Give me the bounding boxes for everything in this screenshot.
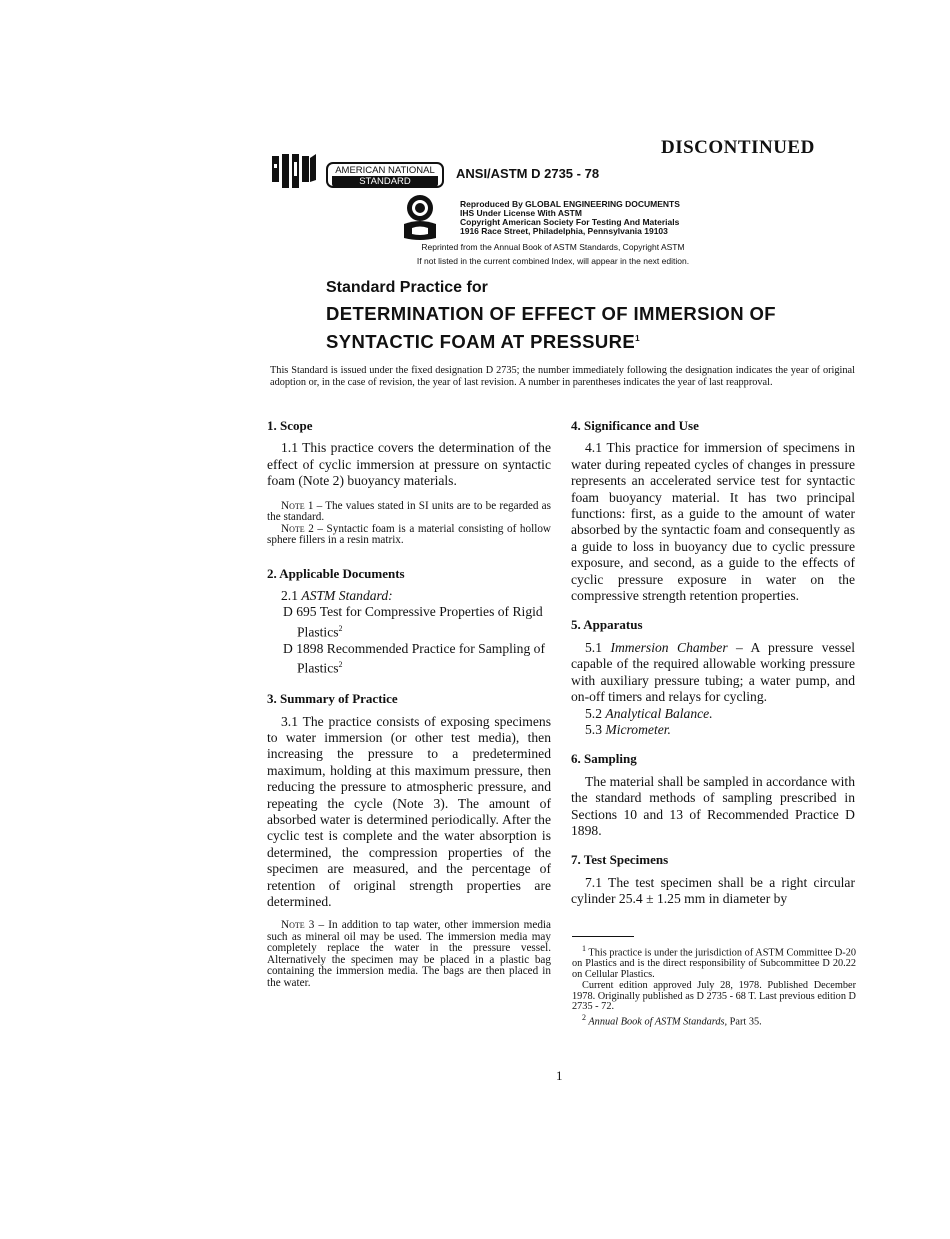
paragraph: 7.1 The test specimen shall be a right circular cylinder 25.4 ± 1.25 mm in diameter by [571,874,855,907]
footnote-divider [572,936,634,937]
paragraph: The material shall be sampled in accordance with the standard methods of sampling prescribed in Sections 10 and 13 of Recommended Practice D 1898. [571,773,855,838]
section-heading: 1. Scope [267,418,313,433]
note: Note 1 – The values stated in SI units are to be regarded as the standard. [267,499,551,524]
reprint-notice [388,240,718,268]
title-footnote-marker: 1 [635,334,641,343]
section-heading: 6. Sampling [571,751,637,767]
footnote: Current edition approved July 28, 1978. Published December 1978. Originally published as D 2735 - 68 T. Last previous edition D 2735 - 72. [572,979,856,1013]
not-listed-line: If not listed in the current combined Index, will appear in the next edition. [416,256,690,266]
astm-logo [270,152,318,192]
footnotes [572,944,856,1028]
section-heading: 2. Applicable Documents [267,565,405,581]
reprinted-line: Reprinted from the Annual Book of ASTM Standards, Copyright ASTM [421,242,685,252]
discontinued-label: DISCONTINUED [661,137,815,158]
title-line-1: DETERMINATION OF EFFECT OF IMMERSION OF [326,303,776,324]
note: Note 2 – Syntactic foam is a material consisting of hollow sphere fillers in a resin matrix. [267,522,551,547]
ansi-badge-line2: STANDARD [332,176,438,187]
paragraph: 2.1 ASTM Standard: [281,588,393,604]
document-title [326,301,826,354]
ansi-badge [326,162,444,188]
reference-item: D 1898 Recommended Practice for Sampling of Plastics$^2$ [283,640,545,676]
reproduction-notice [460,200,680,236]
paragraph: 3.1 The practice consists of exposing specimens to water immersion (or other test media), then increasing the pressure to a predetermined maximum, holding at this maximum pressure, then reducing the pressure to atmospheric pressure, and repeating the cycle (Note 3). The amount of absorbed water is determined periodically. After the cyclic test is complete and the water absorption is determined, the compression properties of the specimen are measured, and the percentage of retention of original strength properties are determined. [267,713,551,909]
repro-line: Copyright American Society For Testing And Materials [460,217,680,227]
left-column [267,418,551,989]
paragraph: 5.1 Immersion Chamber – A pressure vessel capable of the required allowable working pressure with auxiliary pressure tubing; a water pump, and on-off timers and relays for cycling. [571,639,855,705]
paragraph: 5.3 Micrometer. [585,721,671,737]
repro-line: IHS Under License With ASTM [460,208,582,218]
section-heading: 3. Summary of Practice [267,691,398,707]
issuance-statement: This Standard is issued under the fixed designation D 2735; the number immediately following the designation indicates the year of original adoption or, in the case of revision, the year of last revision. A number in parentheses indicates the year of last reapproval. [270,365,855,388]
paragraph: 5.2 Analytical Balance. [585,705,713,721]
paragraph: 1.1 This practice covers the determination of the effect of cyclic immersion at pressure on syntactic foam (Note 2) buoyancy materials. [267,440,551,489]
note: Note 3 – In addition to tap water, other immersion media such as mineral oil may be used. The immersion media may completely replace the water in the pressure vessel. Alternatively the specimen may be placed in a plastic bag containing the immersion media. The bags are then placed in the water. [267,919,551,989]
global-engineering-logo [400,194,440,242]
repro-line: 1916 Race Street, Philadelphia, Pennsylvania 19103 [460,226,668,236]
footnote: $^2$ Annual Book of ASTM Standards, Part 35. [582,1013,762,1028]
page-number: 1 [556,1068,563,1083]
repro-line: Reproduced By GLOBAL ENGINEERING DOCUMENTS [460,199,680,209]
paragraph: 4.1 This practice for immersion of specimens in water during repeated cycles of changes in pressure represents an accelerated service test for syntactic foam buoyancy material. It has two principal functions: first, as a guide to the amount of water absorbed by the syntactic foam and consequently as a guide to loss in buoyancy due to cyclic pressure exposure, and second, as a guide to the effects of cyclic pressure exposure in water on the compressive strength retention properties. [571,440,855,604]
section-heading: 4. Significance and Use [571,418,699,433]
reference-item: D 695 Test for Compressive Properties of Rigid Plastics$^2$ [283,604,543,640]
designation: ANSI/ASTM D 2735 - 78 [456,166,600,181]
practice-label: Standard Practice for [326,279,488,296]
right-column [571,418,855,908]
ansi-badge-line1: AMERICAN NATIONAL [335,165,435,176]
footnote: $^1$ This practice is under the jurisdiction of ASTM Committee D-20 on Plastics and is the direct responsibility of Subcommittee D 20.22 on Cellular Plastics. [572,944,856,981]
section-heading: 5. Apparatus [571,617,643,633]
title-line-2: SYNTACTIC FOAM AT PRESSURE$^1$ [326,331,641,353]
section-heading: 7. Test Specimens [571,852,669,868]
